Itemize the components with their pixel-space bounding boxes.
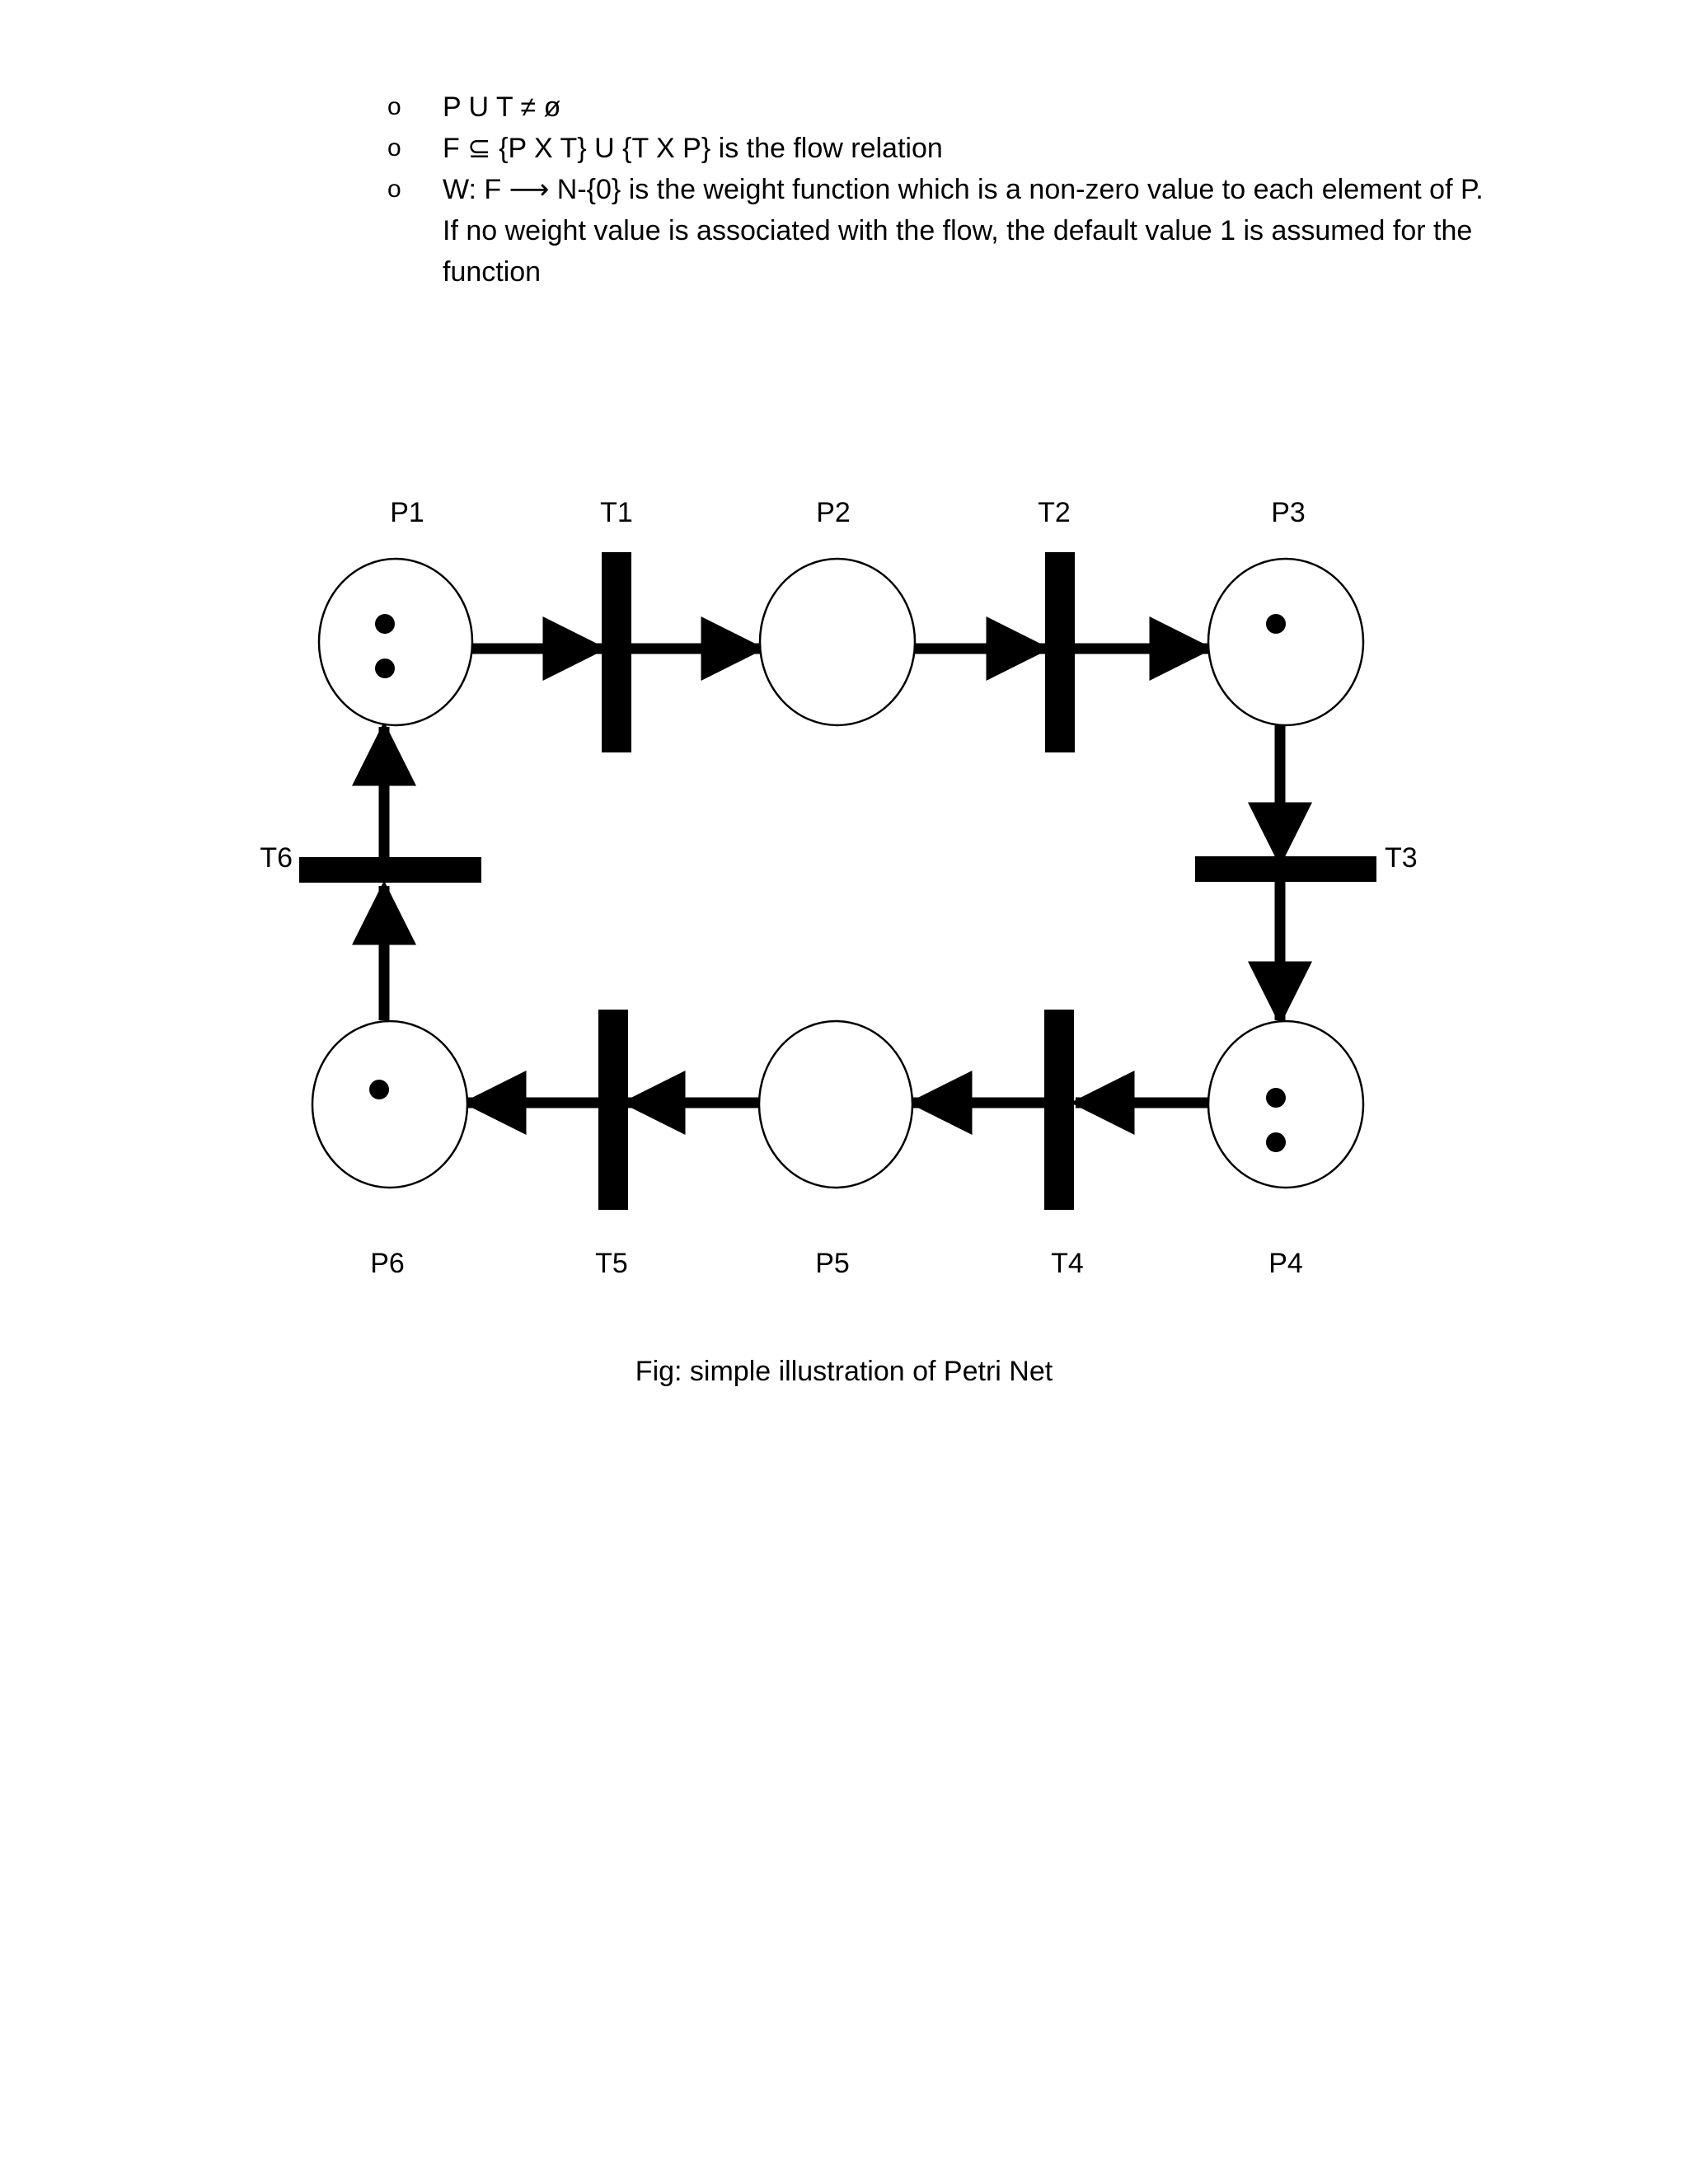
bullet-marker: o: [387, 176, 401, 203]
label-t6: T6: [260, 842, 293, 874]
token-p1-2: [375, 658, 395, 678]
label-t5: T5: [595, 1248, 628, 1279]
bullet-continuation-2: function: [443, 256, 542, 288]
label-p4: P4: [1268, 1248, 1303, 1279]
transition-t5: [598, 1010, 628, 1210]
token-p3-1: [1266, 614, 1286, 634]
place-p3: [1208, 559, 1363, 725]
figure-caption: Fig: simple illustration of Petri Net: [635, 1356, 1053, 1387]
label-t4: T4: [1051, 1248, 1084, 1279]
token-p1-1: [375, 614, 395, 634]
place-p4: [1208, 1021, 1363, 1188]
transition-t1: [602, 552, 631, 752]
bullet-text: W: F ⟶ N-{0} is the weight function which is a non-zero value to each element of P.: [443, 174, 1484, 205]
label-p5: P5: [815, 1248, 850, 1279]
token-p6-1: [369, 1080, 389, 1099]
bullet-continuation-1: If no weight value is associated with the flow, the default value 1 is assumed for the: [443, 215, 1473, 246]
token-p4-2: [1266, 1132, 1286, 1152]
place-p1: [319, 559, 472, 725]
place-p6: [312, 1021, 467, 1188]
bullet-marker: o: [387, 134, 401, 162]
label-t3: T3: [1385, 842, 1418, 874]
transition-t4: [1044, 1010, 1074, 1210]
transition-t2: [1045, 552, 1075, 752]
bullet-text: F ⊆ {P X T} U {T X P} is the flow relation: [443, 133, 943, 164]
transition-t3: [1195, 856, 1376, 882]
token-p4-1: [1266, 1088, 1286, 1108]
label-t2: T2: [1038, 497, 1071, 528]
bullet-text: P U T ≠ ø: [443, 91, 561, 123]
bullet-marker: o: [387, 93, 401, 120]
transition-t6: [299, 857, 481, 883]
label-p2: P2: [816, 497, 851, 528]
place-p2: [760, 559, 915, 725]
label-p1: P1: [390, 497, 424, 528]
place-p5: [759, 1021, 912, 1188]
label-t1: T1: [600, 497, 633, 528]
label-p6: P6: [370, 1248, 405, 1279]
label-p3: P3: [1271, 497, 1306, 528]
